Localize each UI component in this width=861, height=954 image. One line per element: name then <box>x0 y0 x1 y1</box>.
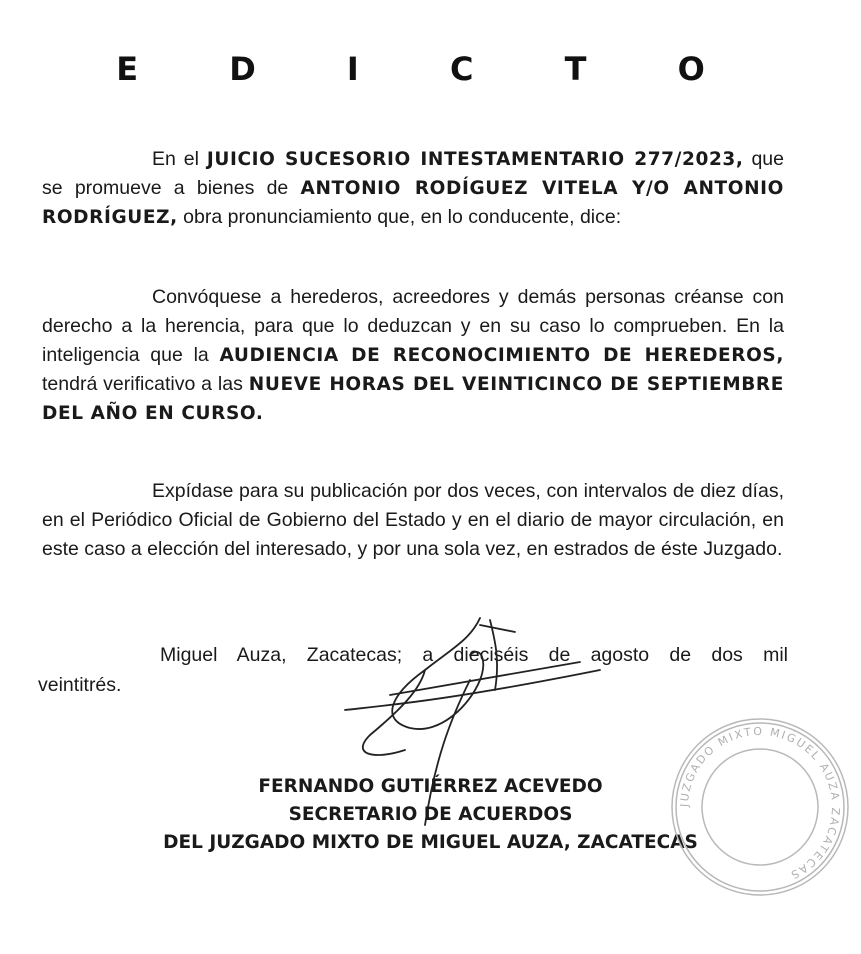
deceased-name: ANTONIO RODÍGUEZ VITELA Y/O ANTONIO RODRÍGUEZ, <box>42 178 784 228</box>
signer-name: FERNANDO GUTIÉRREZ ACEVEDO <box>258 776 603 797</box>
court-name: DEL JUZGADO MIXTO DE MIGUEL AUZA, ZACATECAS <box>163 832 698 853</box>
place-date-line-1: Miguel Auza, Zacatecas; a dieciséis de agosto de dos mil <box>160 644 788 666</box>
convocation-text-2: tendrá verificativo a las <box>42 373 249 395</box>
convocation-text-1: Convóquese a herederos, acreedores y demás personas créanse con derecho a la herencia, para que lo deduzcan y en su caso lo comprueben. En la inteligencia que la <box>42 286 784 366</box>
paragraph-case <box>42 145 784 232</box>
court-seal <box>660 715 860 900</box>
case-text-3: obra pronunciamiento que, en lo conducente, dice: <box>177 206 622 228</box>
publication-text: Expídase para su publicación por dos veces, con intervalos de diez días, en el Periódico Oficial de Gobierno del Estado y en el diario de mayor circulación, en este caso a elección del interesado, y por una sola vez, en estrados de éste Juzgado. <box>42 480 784 560</box>
place-date-line-2: veintitrés. <box>38 674 122 696</box>
hearing-date: NUEVE HORAS DEL VEINTICINCO DE SEPTIEMBRE DEL AÑO EN CURSO. <box>42 374 784 424</box>
paragraph-publication <box>42 477 784 564</box>
case-text-2: que se promueve a bienes de <box>42 148 784 199</box>
case-text-1: En el <box>152 148 207 170</box>
hearing-name: AUDIENCIA DE RECONOCIMIENTO DE HEREDEROS, <box>219 345 784 366</box>
paragraph-convocation <box>42 283 784 428</box>
document-title: E D I C T O <box>116 50 745 88</box>
seal-text: JUZGADO MIXTO MIGUEL AUZA ZACATECAS <box>677 724 843 883</box>
case-type: JUICIO SUCESORIO INTESTAMENTARIO 277/2023, <box>206 149 744 170</box>
signer-role: SECRETARIO DE ACUERDOS <box>288 804 573 825</box>
